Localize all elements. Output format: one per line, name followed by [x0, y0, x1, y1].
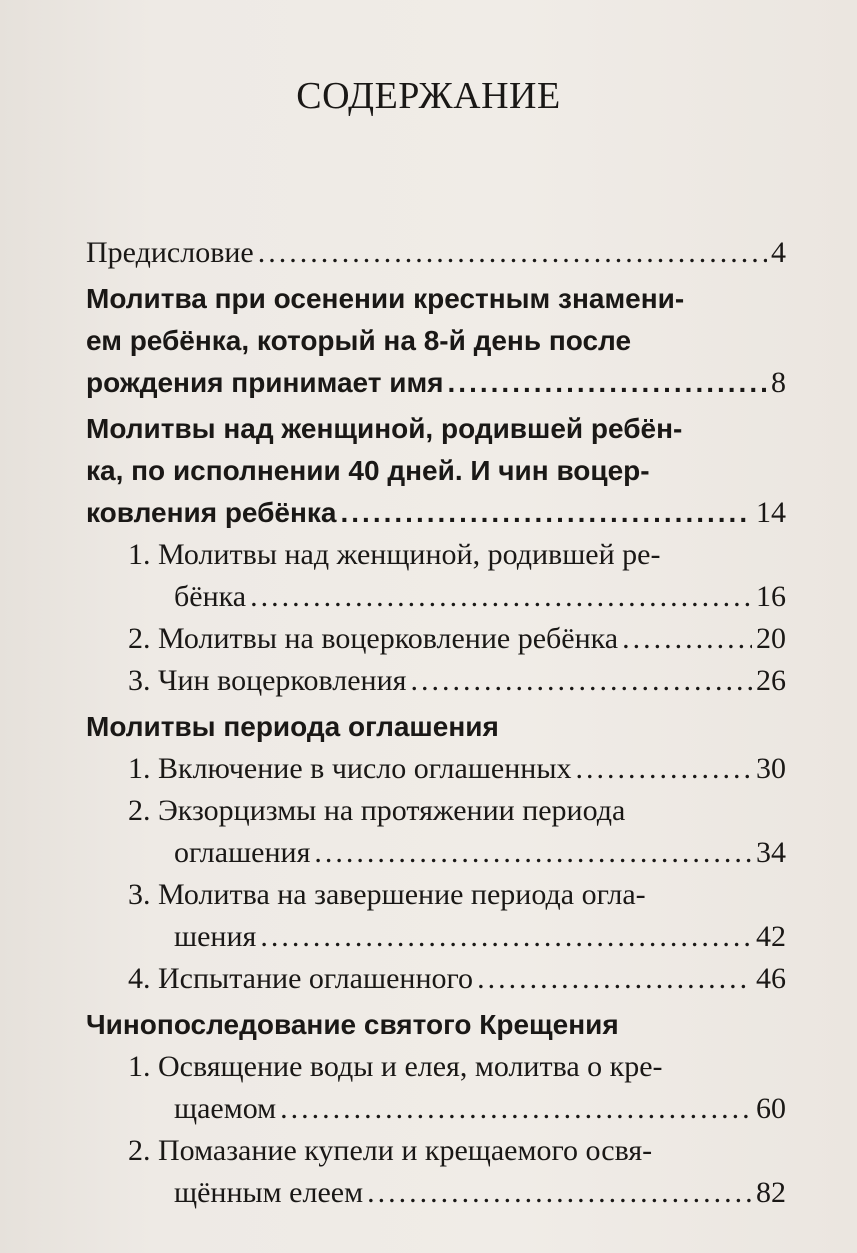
toc-entry: [86, 408, 786, 534]
toc-entry-line: 1. Освящение воды и елея, молитва о кре-: [128, 1050, 663, 1083]
toc-entry: [86, 278, 786, 404]
toc-page-number: 42: [756, 920, 786, 953]
bleed-through-text: [300, 18, 307, 44]
toc-subentry: [86, 534, 786, 618]
toc-entry-title: шения: [174, 920, 257, 953]
toc-entry: [86, 232, 786, 274]
toc-subentry: [86, 874, 786, 958]
toc-entry-line: 3. Молитва на завершение периода огла-: [128, 878, 646, 911]
toc-page-number: 20: [756, 622, 786, 655]
toc-entry-title: бёнка: [174, 580, 247, 613]
toc-entry-title: 2. Молитвы на воцерковление ребёнка: [128, 622, 619, 655]
toc-entry-title: Предисловие: [86, 236, 254, 269]
leader-dots: [410, 660, 752, 702]
toc-entry-title: 4. Испытание оглашенного: [128, 962, 474, 995]
toc-page-number: 26: [756, 664, 786, 697]
table-of-contents: [86, 232, 786, 1214]
toc-page-number: 8: [771, 366, 786, 399]
toc-entry-line: 2. Помазание купели и крещаемого освя-: [128, 1134, 653, 1167]
toc-entry-line: ка, по исполнении 40 дней. И чин воцер-: [86, 455, 650, 486]
toc-entry-title: 1. Включение в число оглашенных: [128, 752, 572, 785]
leader-dots: [448, 362, 767, 404]
toc-entry-line: Молитвы над женщиной, родившей ребён-: [86, 413, 683, 444]
toc-subentry: [86, 618, 786, 660]
toc-page-number: 30: [756, 752, 786, 785]
toc-entry-title: щаемом: [174, 1092, 277, 1125]
leader-dots: [258, 232, 767, 274]
toc-page-number: 46: [756, 962, 786, 995]
toc-page-number: 34: [756, 836, 786, 869]
toc-section-heading: Чинопоследование святого Крещения: [86, 1009, 619, 1040]
toc-entry-line: 2. Экзорцизмы на протяжении периода: [128, 794, 626, 827]
toc-page-number: 14: [756, 496, 786, 529]
toc-entry-title: щённым елеем: [174, 1176, 364, 1209]
leader-dots: [622, 618, 752, 660]
toc-entry-title: 3. Чин воцерковления: [128, 664, 407, 697]
toc-entry-title: ковления ребёнка: [86, 497, 337, 528]
leader-dots: [280, 1088, 752, 1130]
leader-dots: [341, 492, 753, 534]
toc-entry-line: Молитва при осенении крестным знамени-: [86, 283, 685, 314]
leader-dots: [367, 1172, 752, 1214]
page-title: СОДЕРЖАНИЕ: [296, 75, 561, 117]
leader-dots: [477, 958, 752, 1000]
leader-dots: [576, 748, 753, 790]
toc-entry-title: оглашения: [174, 836, 311, 869]
toc-subentry: [86, 958, 786, 1000]
toc-page-number: 60: [756, 1092, 786, 1125]
leader-dots: [260, 916, 752, 958]
leader-dots: [250, 576, 752, 618]
toc-entry-line: ем ребёнка, который на 8-й день после: [86, 325, 632, 356]
toc-entry-title: рождения принимает имя: [86, 367, 444, 398]
toc-page-number: 82: [756, 1176, 786, 1209]
toc-subentry: [86, 1130, 786, 1214]
toc-entry-line: 1. Молитвы над женщиной, родившей ре-: [128, 538, 661, 571]
toc-section-heading: Молитвы периода оглашения: [86, 711, 499, 742]
toc-page-number: 16: [756, 580, 786, 613]
toc-subentry: [86, 1046, 786, 1130]
toc-subentry: [86, 790, 786, 874]
leader-dots: [314, 832, 752, 874]
toc-subentry: [86, 748, 786, 790]
toc-page-number: 4: [771, 236, 786, 269]
toc-subentry: [86, 660, 786, 702]
